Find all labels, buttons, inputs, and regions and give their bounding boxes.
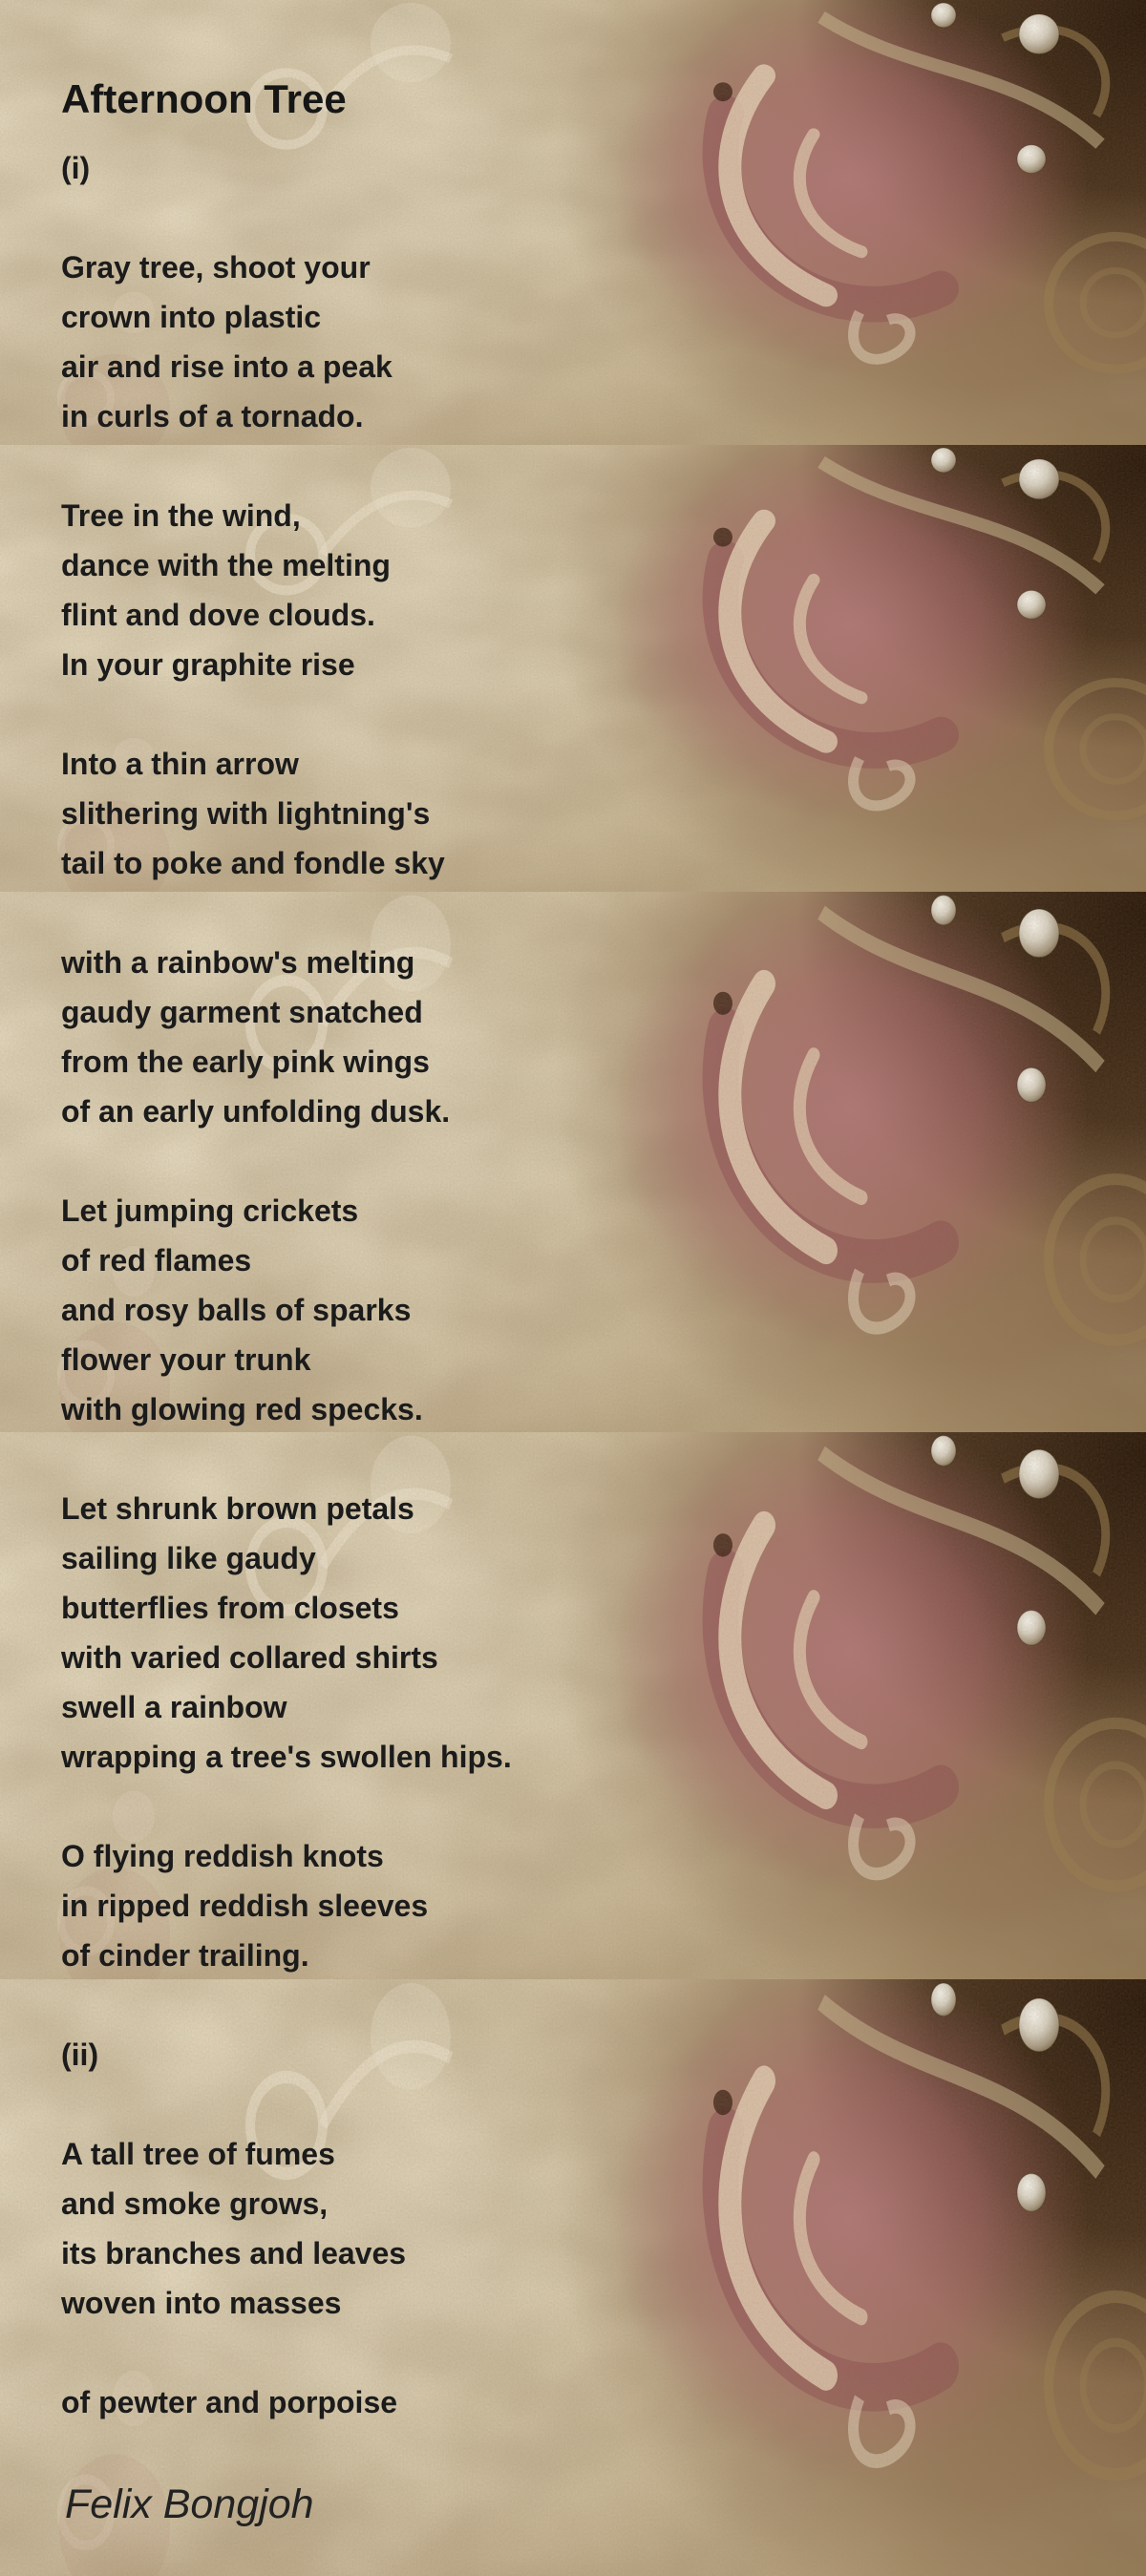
poem-line: with glowing red specks.: [61, 1392, 423, 1426]
poem-line: with varied collared shirts: [61, 1640, 438, 1675]
stanza: [61, 1831, 1127, 1980]
poem-line: of pewter and porpoise: [61, 2385, 398, 2419]
poem-line: A tall tree of fumes: [61, 2137, 335, 2171]
poem-line: butterflies from closets: [61, 1591, 399, 1625]
poem-line: In your graphite rise: [61, 647, 355, 682]
poem-line: in curls of a tornado.: [61, 399, 364, 433]
stanza: [61, 2129, 1127, 2328]
author-signature: Felix Bongjoh: [65, 2481, 314, 2527]
poem-line: flower your trunk: [61, 1342, 311, 1377]
poem-line: its branches and leaves: [61, 2236, 407, 2270]
poem-line: swell a rainbow: [61, 1690, 287, 1724]
poem-line: air and rise into a peak: [61, 349, 393, 384]
poem-line: tail to poke and fondle sky: [61, 846, 445, 880]
poem-line: in ripped reddish sleeves: [61, 1889, 429, 1923]
poem-line: dance with the melting: [61, 548, 391, 582]
poem-line: Into a thin arrow: [61, 747, 299, 781]
poem-line: from the early pink wings: [61, 1045, 430, 1079]
poem-line: of red flames: [61, 1243, 252, 1277]
poem-line: Tree in the wind,: [61, 498, 301, 533]
poem-line: wrapping a tree's swollen hips.: [61, 1740, 512, 1774]
poem-line: flint and dove clouds.: [61, 598, 375, 632]
poem-line: woven into masses: [61, 2286, 342, 2320]
stanza: [61, 491, 1127, 689]
poem-line: Let jumping crickets: [61, 1193, 359, 1228]
poem-line: of an early unfolding dusk.: [61, 1094, 451, 1129]
section-label: (i): [61, 151, 91, 185]
poem-line: O flying reddish knots: [61, 1839, 384, 1873]
poem-title: Afternoon Tree: [61, 76, 347, 122]
stanza: [61, 1484, 1127, 1782]
poem-line: sailing like gaudy: [61, 1541, 316, 1575]
poem-line: with a rainbow's melting: [61, 945, 415, 980]
poem-body: [61, 143, 1127, 2427]
poem-line: crown into plastic: [61, 300, 322, 334]
poem-line: slithering with lightning's: [61, 796, 431, 831]
poem-line: of cinder trailing.: [61, 1938, 309, 1973]
stanza: [61, 938, 1127, 1136]
stanza: [61, 739, 1127, 888]
poem-line: Gray tree, shoot your: [61, 250, 371, 285]
stanza: [61, 243, 1127, 441]
poem-line: and smoke grows,: [61, 2186, 329, 2221]
poem-line: gaudy garment snatched: [61, 995, 423, 1029]
stanza: [61, 1186, 1127, 1434]
poem-line: Let shrunk brown petals: [61, 1491, 414, 1526]
stanza: [61, 2377, 1127, 2427]
poem-line: and rosy balls of sparks: [61, 1293, 412, 1327]
section-label: (ii): [61, 2038, 99, 2072]
